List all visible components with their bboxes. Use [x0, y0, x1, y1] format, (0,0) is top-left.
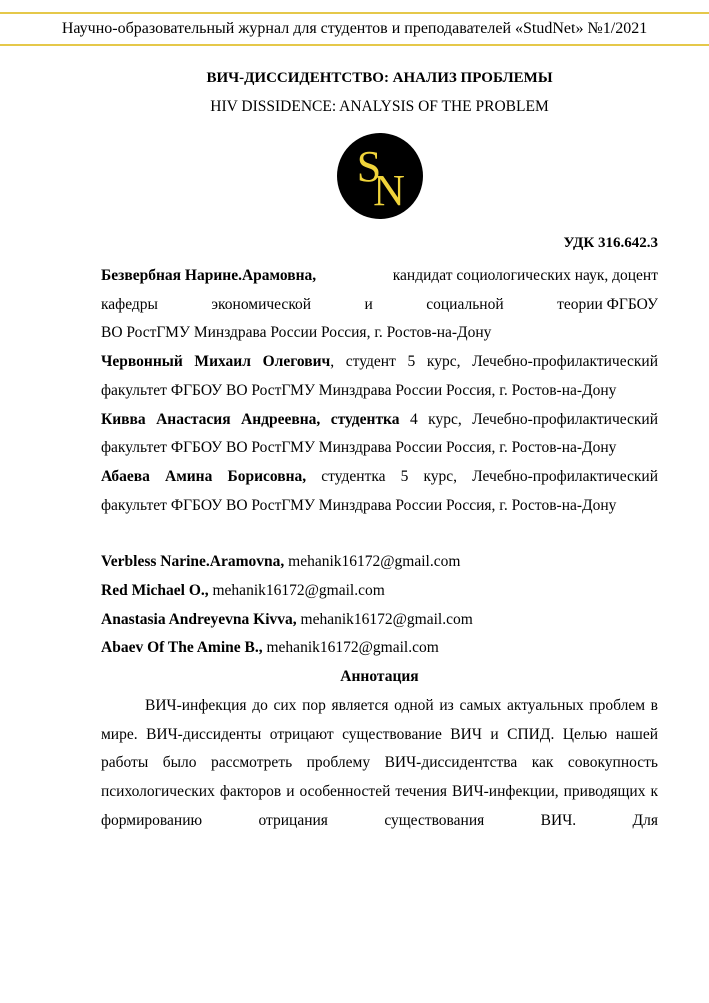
logo-letter-s: S: [356, 142, 382, 191]
author-en-1: [101, 548, 658, 577]
spacer: [101, 520, 658, 548]
author-1: [101, 262, 658, 348]
logo-letter-n: N: [373, 166, 405, 215]
author-en-4-email: mehanik16172@gmail.com: [262, 639, 439, 657]
author-3-details: 4 курс, Лечебно-профилактический факультет ФГБОУ ВО РостГМУ Минздрава России Россия, г. Ростов-на-Дону: [101, 410, 658, 457]
article-title-en: HIV DISSIDENCE: ANALYSIS OF THE PROBLEM: [210, 98, 549, 115]
author-1-name: Безвербная Нарине.Арамовна,: [101, 267, 317, 284]
author-3-name: Кивва Анастасия Андреевна, студентка: [101, 410, 400, 428]
authors-block: [101, 262, 658, 835]
journal-header-text: Научно-образовательный журнал для студентов и преподавателей «StudNet» №1/2021: [61, 20, 648, 37]
article-title-ru: ВИЧ-ДИССИДЕНТСТВО: АНАЛИЗ ПРОБЛЕМЫ: [206, 70, 553, 86]
author-en-1-email: mehanik16172@gmail.com: [284, 553, 461, 571]
author-2: [101, 348, 658, 405]
author-en-2-name: Red Michael O.,: [101, 582, 209, 600]
author-1-word: теории ФГБОУ: [557, 295, 658, 313]
author-en-3-name: Anastasia Andreyevna Kivva,: [101, 610, 297, 628]
author-en-4-name: Abaev Of The Amine B.,: [101, 639, 263, 657]
author-1-word: экономической: [211, 295, 312, 313]
author-en-2: [101, 577, 658, 606]
author-en-1-name: Verbless Narine.Aramovna,: [101, 553, 285, 571]
author-en-2-email: mehanik16172@gmail.com: [208, 582, 385, 600]
journal-header: [0, 12, 709, 46]
author-2-details: , студент 5 курс, Лечебно-профилактический факультет ФГБОУ ВО РостГМУ Минздрава России Россия, г. Ростов-на-Дону: [101, 353, 658, 399]
author-1-position: кандидат социологических наук, доцент: [392, 267, 658, 284]
annotation-heading: Аннотация: [340, 668, 419, 686]
author-1-word: кафедры: [101, 295, 158, 313]
author-en-4: [101, 634, 658, 663]
author-1-affiliation: ВО РостГМУ Минздрава России Россия, г. Ростов-на-Дону: [101, 324, 492, 342]
udk-code: УДК 316.642.3: [563, 235, 658, 251]
annotation-text: ВИЧ-инфекция до сих пор является одной из самых актуальных проблем в мире. ВИЧ-диссиденты отрицают существование ВИЧ и СПИД. Целью нашей работы было рассмотреть проблему ВИЧ-диссидентства как совокупность психологических факторов и особенностей течения ВИЧ-инфекции, приводящих к формированию отрицания существования ВИЧ. Для: [101, 696, 658, 829]
author-3: [101, 406, 658, 463]
author-4-name: Абаева Амина Борисовна,: [101, 467, 307, 485]
author-en-3-email: mehanik16172@gmail.com: [296, 610, 473, 628]
author-en-3: [101, 606, 658, 635]
author-1-word: социальной: [426, 295, 504, 313]
author-4: [101, 463, 658, 520]
author-1-word: и: [364, 295, 373, 313]
author-4-details: студентка 5 курс, Лечебно-профилактический факультет ФГБОУ ВО РостГМУ Минздрава России Россия, г. Ростов-на-Дону: [101, 467, 658, 514]
studnet-logo: [337, 133, 423, 219]
author-2-name: Червонный Михаил Олегович: [101, 353, 331, 371]
